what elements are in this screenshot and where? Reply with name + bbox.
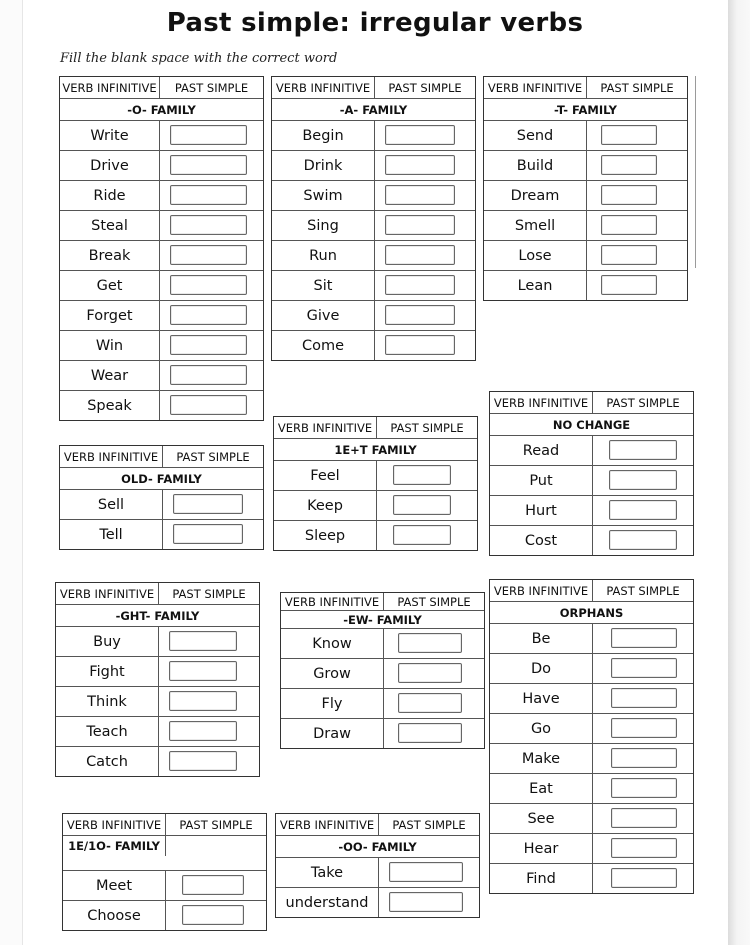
answer-blank-box[interactable] (385, 245, 455, 265)
verb-row (56, 657, 259, 687)
verb-infinitive: Swim (272, 181, 375, 210)
past-simple-cell (160, 151, 263, 180)
verb-infinitive: Know (281, 629, 384, 658)
column-header-past-simple: PAST SIMPLE (606, 583, 680, 598)
past-simple-cell (384, 659, 484, 688)
verb-table-1e-1o-family (62, 813, 267, 931)
verb-row (63, 871, 266, 901)
past-simple-cell (587, 211, 687, 240)
past-simple-cell (375, 301, 475, 330)
past-simple-cell (593, 714, 693, 743)
verb-row (281, 689, 484, 719)
verb-infinitive: Put (490, 466, 593, 495)
answer-blank-box[interactable] (601, 275, 657, 295)
verb-infinitive: Sell (60, 490, 163, 519)
verb-row (490, 804, 693, 834)
answer-blank-box[interactable] (609, 500, 677, 520)
answer-blank-box[interactable] (393, 465, 451, 485)
answer-blank-box[interactable] (169, 691, 237, 711)
answer-blank-box[interactable] (398, 663, 462, 683)
column-header-past-simple: PAST SIMPLE (390, 420, 464, 435)
past-simple-cell (593, 864, 693, 893)
verb-row (60, 271, 263, 301)
column-header-verb-infinitive: VERB INFINITIVE (60, 446, 163, 467)
past-simple-cell (593, 526, 693, 555)
verb-row (272, 271, 475, 301)
answer-blank-box[interactable] (385, 335, 455, 355)
verb-row (484, 211, 687, 241)
verb-row (484, 181, 687, 211)
verb-row (490, 774, 693, 804)
verb-row (60, 391, 263, 420)
verb-infinitive: Smell (484, 211, 587, 240)
answer-blank-box[interactable] (170, 365, 247, 385)
answer-blank-box[interactable] (389, 862, 463, 882)
answer-blank-box[interactable] (601, 245, 657, 265)
verb-table-no-change (489, 391, 694, 556)
past-simple-cell (375, 121, 475, 150)
family-label: -OO- FAMILY (338, 839, 417, 854)
family-row (274, 439, 477, 461)
verb-row (60, 301, 263, 331)
answer-blank-box[interactable] (170, 305, 247, 325)
verb-infinitive: Hurt (490, 496, 593, 525)
past-simple-cell (384, 719, 484, 748)
verb-row (60, 181, 263, 211)
past-simple-cell (593, 774, 693, 803)
verb-table-ght-family (55, 582, 260, 777)
past-simple-cell (377, 491, 477, 520)
past-simple-cell (593, 744, 693, 773)
family-row (490, 414, 693, 436)
table-header (56, 583, 259, 605)
column-header-past-simple: PAST SIMPLE (172, 586, 246, 601)
verb-row (281, 629, 484, 659)
table-header (490, 580, 693, 602)
past-simple-cell (593, 496, 693, 525)
verb-table-old-family (59, 445, 264, 550)
verb-row (484, 241, 687, 271)
family-label: NO CHANGE (552, 417, 631, 432)
table-header (274, 417, 477, 439)
table-header (60, 446, 263, 468)
answer-blank-box[interactable] (611, 868, 677, 888)
verb-table-t-family (483, 76, 688, 301)
verb-infinitive: Drink (272, 151, 375, 180)
answer-blank-box[interactable] (173, 524, 243, 544)
past-simple-cell (160, 181, 263, 210)
verb-row (60, 361, 263, 391)
answer-blank-box[interactable] (611, 628, 677, 648)
verb-infinitive: Have (490, 684, 593, 713)
verb-row (272, 121, 475, 151)
family-label: OLD- FAMILY (121, 471, 202, 486)
table-header (276, 814, 479, 836)
verb-infinitive: Break (60, 241, 160, 270)
answer-blank-box[interactable] (170, 185, 247, 205)
verb-infinitive: Run (272, 241, 375, 270)
past-simple-cell (593, 436, 693, 465)
family-row (272, 99, 475, 121)
verb-row (490, 744, 693, 774)
family-row (281, 611, 484, 629)
answer-blank-box[interactable] (601, 185, 657, 205)
column-header-verb-infinitive: VERB INFINITIVE (276, 814, 379, 835)
verb-infinitive: Forget (60, 301, 160, 330)
family-label: -T- FAMILY (553, 102, 618, 117)
verb-infinitive: Sit (272, 271, 375, 300)
verb-row (276, 888, 479, 917)
verb-infinitive: See (490, 804, 593, 833)
answer-blank-box[interactable] (385, 185, 455, 205)
verb-row (56, 627, 259, 657)
answer-blank-box[interactable] (170, 335, 247, 355)
verb-row (484, 151, 687, 181)
table-header (63, 814, 266, 836)
verb-row (272, 241, 475, 271)
verb-row (56, 687, 259, 717)
answer-blank-box[interactable] (611, 688, 677, 708)
verb-infinitive: Go (490, 714, 593, 743)
answer-blank-box[interactable] (169, 721, 237, 741)
verb-row (276, 858, 479, 888)
verb-row (490, 714, 693, 744)
verb-table-orphans (489, 579, 694, 894)
verb-infinitive: Write (60, 121, 160, 150)
past-simple-cell (593, 654, 693, 683)
verb-infinitive: Wear (60, 361, 160, 390)
verb-row (484, 121, 687, 151)
verb-infinitive: Speak (60, 391, 160, 420)
column-header-past-simple: PAST SIMPLE (176, 449, 250, 464)
past-simple-cell (375, 181, 475, 210)
past-simple-cell (587, 181, 687, 210)
verb-row (60, 241, 263, 271)
past-simple-cell (384, 629, 484, 658)
answer-blank-box[interactable] (182, 875, 244, 895)
past-simple-cell (159, 627, 259, 656)
table-header (490, 392, 693, 414)
column-header-past-simple: PAST SIMPLE (179, 817, 253, 832)
column-header-verb-infinitive: VERB INFINITIVE (274, 417, 377, 438)
family-row (484, 99, 687, 121)
answer-blank-box[interactable] (169, 751, 237, 771)
verb-table-1e-t-family (273, 416, 478, 551)
past-simple-cell (593, 804, 693, 833)
verb-row (272, 181, 475, 211)
family-row (56, 605, 259, 627)
verb-row (490, 436, 693, 466)
column-header-verb-infinitive: VERB INFINITIVE (63, 814, 166, 835)
verb-row (60, 211, 263, 241)
table-header (272, 77, 475, 99)
answer-blank-box[interactable] (169, 661, 237, 681)
past-simple-cell (166, 871, 266, 900)
answer-blank-box[interactable] (170, 395, 247, 415)
answer-blank-box[interactable] (398, 633, 462, 653)
past-simple-cell (160, 301, 263, 330)
answer-blank-box[interactable] (182, 905, 244, 925)
verb-row (274, 461, 477, 491)
verb-infinitive: Begin (272, 121, 375, 150)
family-label: -O- FAMILY (127, 102, 196, 117)
verb-infinitive: Read (490, 436, 593, 465)
family-label: ORPHANS (559, 605, 624, 620)
family-row (60, 99, 263, 121)
verb-row (60, 121, 263, 151)
verb-row (490, 624, 693, 654)
column-header-past-simple: PAST SIMPLE (397, 594, 471, 609)
answer-blank-box[interactable] (389, 892, 463, 912)
verb-row (490, 864, 693, 893)
verb-row (272, 301, 475, 331)
past-simple-cell (163, 520, 263, 549)
answer-blank-box[interactable] (609, 440, 677, 460)
table-header (60, 77, 263, 99)
verb-row (274, 521, 477, 550)
verb-infinitive: Fly (281, 689, 384, 718)
verb-row (272, 151, 475, 181)
verb-table-o-family (59, 76, 264, 421)
verb-infinitive: Catch (56, 747, 159, 776)
answer-blank-box[interactable] (385, 155, 455, 175)
past-simple-cell (375, 271, 475, 300)
verb-row (490, 684, 693, 714)
verb-row (60, 490, 263, 520)
family-label: 1E+T FAMILY (334, 442, 417, 457)
past-simple-cell (160, 121, 263, 150)
answer-blank-box[interactable] (170, 125, 247, 145)
verb-row (60, 520, 263, 549)
past-simple-cell (593, 684, 693, 713)
verb-infinitive: Make (490, 744, 593, 773)
answer-blank-box[interactable] (398, 723, 462, 743)
verb-infinitive: Cost (490, 526, 593, 555)
verb-row (272, 211, 475, 241)
verb-infinitive: Grow (281, 659, 384, 688)
answer-blank-box[interactable] (611, 778, 677, 798)
past-simple-cell (587, 271, 687, 300)
instruction-text: Fill the blank space with the correct word (60, 51, 338, 66)
past-simple-cell (159, 747, 259, 776)
past-simple-cell (587, 121, 687, 150)
verb-infinitive: Think (56, 687, 159, 716)
answer-blank-box[interactable] (170, 215, 247, 235)
past-simple-cell (379, 858, 479, 887)
verb-infinitive: Hear (490, 834, 593, 863)
column-header-verb-infinitive: VERB INFINITIVE (281, 593, 384, 610)
past-simple-cell (160, 331, 263, 360)
answer-blank-box[interactable] (611, 838, 677, 858)
family-row (276, 836, 479, 858)
worksheet-title: Past simple: irregular verbs (166, 8, 584, 38)
verb-infinitive: Meet (63, 871, 166, 900)
verb-infinitive: Keep (274, 491, 377, 520)
past-simple-cell (587, 241, 687, 270)
verb-infinitive: Get (60, 271, 160, 300)
verb-infinitive: Eat (490, 774, 593, 803)
verb-infinitive: Teach (56, 717, 159, 746)
verb-infinitive: Ride (60, 181, 160, 210)
answer-blank-box[interactable] (601, 155, 657, 175)
answer-blank-box[interactable] (169, 631, 237, 651)
column-header-past-simple: PAST SIMPLE (606, 395, 680, 410)
past-simple-cell (159, 687, 259, 716)
verb-infinitive: Feel (274, 461, 377, 490)
past-simple-cell (159, 657, 259, 686)
verb-infinitive: Give (272, 301, 375, 330)
verb-row (60, 331, 263, 361)
verb-infinitive: Be (490, 624, 593, 653)
column-header-past-simple: PAST SIMPLE (392, 817, 466, 832)
family-row (490, 602, 693, 624)
verb-infinitive: Fight (56, 657, 159, 686)
past-simple-cell (160, 271, 263, 300)
answer-blank-box[interactable] (393, 525, 451, 545)
verb-row (490, 466, 693, 496)
past-simple-cell (375, 211, 475, 240)
answer-blank-box[interactable] (170, 155, 247, 175)
column-header-past-simple: PAST SIMPLE (600, 80, 674, 95)
answer-blank-box[interactable] (601, 215, 657, 235)
verb-infinitive: Dream (484, 181, 587, 210)
column-header-past-simple: PAST SIMPLE (174, 80, 249, 95)
answer-blank-box[interactable] (611, 808, 677, 828)
column-header-verb-infinitive: VERB INFINITIVE (56, 583, 159, 604)
answer-blank-box[interactable] (385, 275, 455, 295)
verb-row (63, 901, 266, 930)
answer-blank-box[interactable] (611, 658, 677, 678)
past-simple-cell (377, 521, 477, 550)
past-simple-cell (375, 151, 475, 180)
answer-blank-box[interactable] (611, 748, 677, 768)
answer-blank-box[interactable] (601, 125, 657, 145)
verb-row (490, 834, 693, 864)
answer-blank-box[interactable] (385, 125, 455, 145)
column-header-verb-infinitive: VERB INFINITIVE (272, 77, 375, 98)
page-edge-shadow (728, 0, 750, 945)
family-row (63, 836, 266, 871)
verb-infinitive: Sleep (274, 521, 377, 550)
past-simple-cell (160, 361, 263, 390)
past-simple-cell (159, 717, 259, 746)
answer-blank-box[interactable] (393, 495, 451, 515)
past-simple-cell (160, 241, 263, 270)
verb-row (56, 717, 259, 747)
verb-table-ew-family (280, 592, 485, 749)
verb-infinitive: Win (60, 331, 160, 360)
verb-infinitive: Build (484, 151, 587, 180)
verb-infinitive: Come (272, 331, 375, 360)
family-label: 1E/1O- FAMILY (63, 836, 166, 856)
answer-blank-box[interactable] (609, 530, 677, 550)
verb-row (490, 526, 693, 555)
past-simple-cell (593, 624, 693, 653)
table-header (281, 593, 484, 611)
past-simple-cell (160, 391, 263, 420)
answer-blank-box[interactable] (170, 275, 247, 295)
answer-blank-box[interactable] (170, 245, 247, 265)
verb-infinitive: Lean (484, 271, 587, 300)
verb-infinitive: understand (276, 888, 379, 917)
past-simple-cell (587, 151, 687, 180)
answer-blank-box[interactable] (385, 215, 455, 235)
answer-blank-box[interactable] (173, 494, 243, 514)
past-simple-cell (375, 331, 475, 360)
past-simple-cell (593, 466, 693, 495)
answer-blank-box[interactable] (609, 470, 677, 490)
verb-infinitive: Lose (484, 241, 587, 270)
verb-row (490, 654, 693, 684)
verb-row (56, 747, 259, 776)
verb-table-a-family (271, 76, 476, 361)
past-simple-cell (375, 241, 475, 270)
verb-infinitive: Find (490, 864, 593, 893)
past-simple-cell (166, 901, 266, 930)
verb-infinitive: Send (484, 121, 587, 150)
answer-blank-box[interactable] (385, 305, 455, 325)
family-row (60, 468, 263, 490)
verb-infinitive: Buy (56, 627, 159, 656)
verb-infinitive: Do (490, 654, 593, 683)
verb-row (281, 659, 484, 689)
verb-infinitive: Take (276, 858, 379, 887)
answer-blank-box[interactable] (398, 693, 462, 713)
verb-infinitive: Tell (60, 520, 163, 549)
verb-infinitive: Steal (60, 211, 160, 240)
past-simple-cell (593, 834, 693, 863)
column-header-verb-infinitive: VERB INFINITIVE (484, 77, 587, 98)
family-label: -A- FAMILY (339, 102, 408, 117)
column-header-past-simple: PAST SIMPLE (388, 80, 462, 95)
past-simple-cell (160, 211, 263, 240)
verb-table-oo-family (275, 813, 480, 918)
past-simple-cell (384, 689, 484, 718)
past-simple-cell (163, 490, 263, 519)
family-label: -GHT- FAMILY (115, 608, 200, 623)
verb-row (272, 331, 475, 360)
verb-row (274, 491, 477, 521)
past-simple-cell (377, 461, 477, 490)
column-header-verb-infinitive: VERB INFINITIVE (490, 392, 593, 413)
column-header-verb-infinitive: VERB INFINITIVE (490, 580, 593, 601)
table-header (484, 77, 687, 99)
verb-row (60, 151, 263, 181)
verb-infinitive: Sing (272, 211, 375, 240)
verb-row (490, 496, 693, 526)
answer-blank-box[interactable] (611, 718, 677, 738)
verb-row (484, 271, 687, 300)
verb-infinitive: Drive (60, 151, 160, 180)
divider-line (695, 76, 696, 268)
verb-row (281, 719, 484, 748)
family-label: -EW- FAMILY (343, 612, 422, 627)
column-header-verb-infinitive: VERB INFINITIVE (60, 77, 160, 98)
verb-infinitive: Choose (63, 901, 166, 930)
verb-infinitive: Draw (281, 719, 384, 748)
past-simple-cell (379, 888, 479, 917)
